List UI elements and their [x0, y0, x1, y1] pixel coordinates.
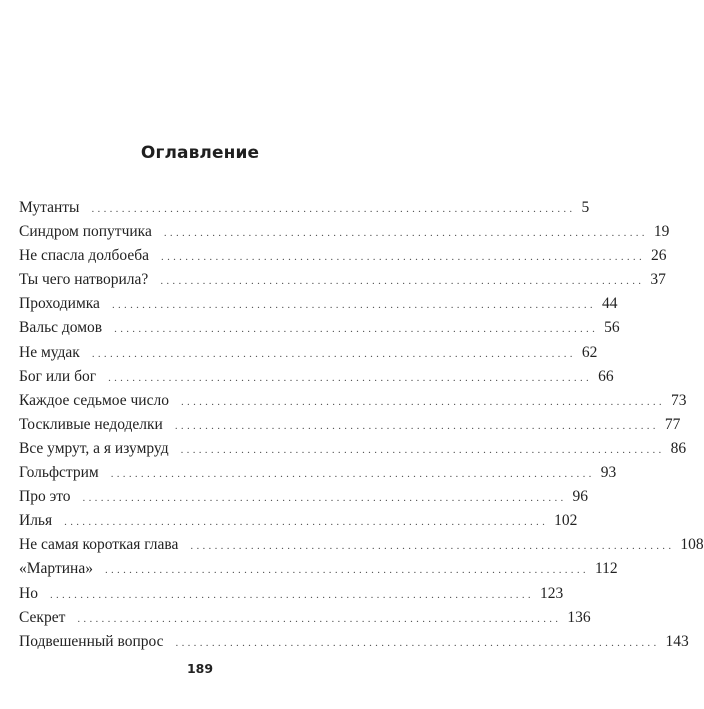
toc-entry [19, 223, 670, 247]
toc-entry-title: Ты чего натворила? [19, 271, 149, 289]
toc-entry-page: 77 [664, 415, 681, 433]
dot-leader: ................................................................................ [160, 275, 645, 288]
dot-leader: ................................................................................ [114, 323, 599, 336]
dot-leader: ................................................................................ [108, 371, 593, 384]
toc-heading: Оглавление [140, 143, 260, 163]
toc-entry-page: 143 [665, 632, 689, 650]
toc-entry-title: Не самая короткая глава [19, 536, 179, 554]
toc-entry-page: 26 [651, 247, 667, 265]
dot-leader: ................................................................................ [91, 203, 576, 215]
dot-leader: ................................................................................ [64, 516, 549, 529]
dot-leader: ................................................................................ [174, 419, 659, 432]
toc-entry [19, 271, 666, 295]
toc-entry-page: 102 [554, 512, 578, 530]
toc-entry [19, 343, 598, 368]
dot-leader: ................................................................................ [104, 564, 589, 577]
toc-entry [19, 632, 689, 657]
toc-entry-title: Секрет [19, 608, 66, 626]
toc-entry-page: 66 [598, 367, 614, 385]
toc-entry [19, 536, 704, 560]
toc-entry [19, 464, 617, 488]
toc-entry [19, 488, 589, 512]
toc-entry [19, 439, 687, 464]
toc-entry-title: Не спасла долбоеба [19, 247, 150, 265]
toc-entry-title: «Мартина» [19, 560, 93, 578]
toc-entry-page: 37 [650, 271, 666, 289]
dot-leader: ................................................................................ [110, 468, 595, 481]
toc-entry-title: Но [19, 584, 38, 602]
toc-list [19, 199, 704, 657]
toc-entry-page: 136 [567, 608, 591, 626]
toc-entry-page: 86 [670, 439, 687, 457]
toc-entry-page: 73 [670, 391, 687, 409]
toc-entry-page: 96 [572, 488, 589, 506]
dot-leader: ................................................................................ [180, 443, 665, 456]
dot-leader: ................................................................................ [163, 227, 648, 240]
dot-leader: ................................................................................ [82, 492, 567, 505]
toc-entry-page: 112 [594, 560, 618, 578]
dot-leader: ................................................................................ [161, 251, 646, 264]
toc-entry [19, 415, 681, 440]
toc-entry-page: 5 [581, 199, 590, 216]
toc-entry-title: Не мудак [19, 343, 80, 361]
toc-entry-title: Гольфстрим [19, 464, 99, 482]
toc-entry-page: 93 [600, 464, 617, 482]
toc-entry-title: Проходимка [19, 295, 100, 313]
dot-leader: ................................................................................ [180, 395, 665, 408]
toc-entry-title: Мутанты [19, 199, 80, 216]
toc-entry-page: 19 [653, 223, 670, 241]
toc-entry [19, 295, 618, 319]
toc-entry-title: Все умрут, а я изумруд [19, 439, 169, 457]
toc-entry-page: 56 [604, 319, 620, 337]
toc-entry-title: Подвешенный вопрос [19, 632, 164, 650]
toc-entry [19, 608, 591, 633]
toc-entry [19, 512, 578, 536]
toc-entry-page: 44 [601, 295, 618, 313]
toc-entry-title: Илья [19, 512, 53, 530]
toc-entry [19, 247, 667, 271]
dot-leader: ................................................................................ [175, 636, 660, 649]
toc-entry-title: Бог или бог [19, 367, 97, 385]
toc-entry-title: Каждое седьмое число [19, 391, 169, 409]
toc-entry-title: Вальс домов [19, 319, 103, 337]
toc-entry [19, 560, 618, 584]
toc-entry [19, 319, 620, 343]
toc-entry-title: Тоскливые недоделки [19, 415, 163, 433]
dot-leader: ................................................................................ [91, 347, 576, 360]
dot-leader: ................................................................................ [111, 299, 596, 312]
dot-leader: ................................................................................ [49, 588, 534, 601]
toc-entry [19, 584, 564, 609]
toc-entry-page: 108 [680, 536, 704, 554]
dot-leader: ................................................................................ [77, 612, 562, 625]
dot-leader: ................................................................................ [190, 540, 675, 553]
page-number: 189 [186, 661, 214, 676]
toc-entry [19, 199, 590, 223]
toc-entry [19, 391, 687, 416]
toc-entry-title: Про это [19, 488, 71, 506]
toc-entry-title: Синдром попутчика [19, 223, 152, 241]
toc-entry-page: 123 [539, 584, 564, 602]
toc-entry [19, 367, 614, 392]
toc-entry-page: 62 [581, 343, 598, 361]
